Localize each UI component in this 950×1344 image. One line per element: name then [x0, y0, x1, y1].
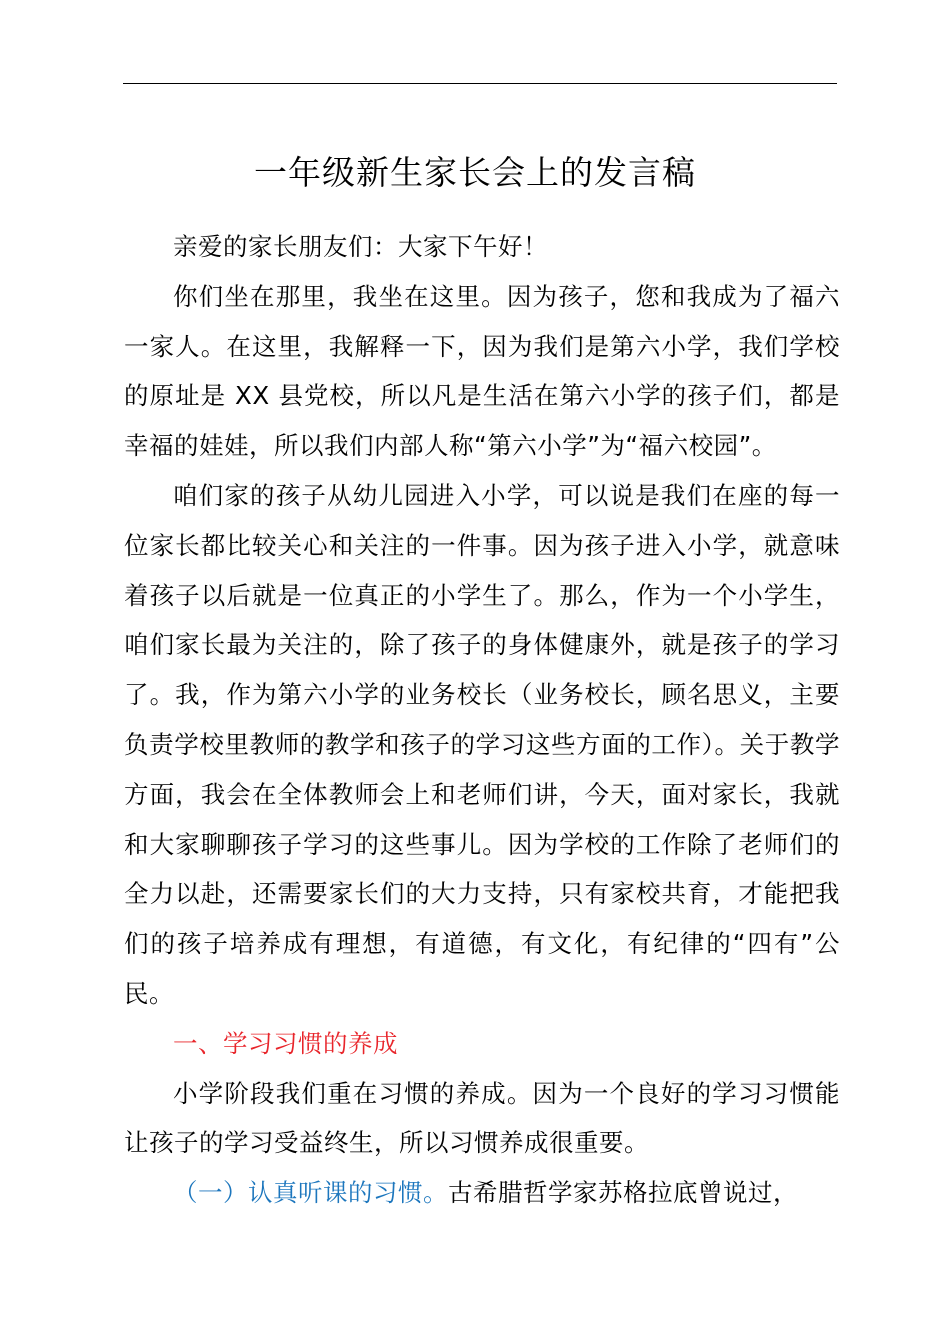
- header-rule: [123, 83, 837, 84]
- subsection-paragraph: [124, 1168, 840, 1218]
- subsection-heading: （一）认真听课的习惯。: [173, 1178, 448, 1208]
- section-heading: 一、学习习惯的养成: [173, 1028, 398, 1058]
- body-paragraph-2: 咱们家的孩子从幼儿园进入小学，可以说是我们在座的每一位家长都比较关心和关注的一件事。因为孩子进入小学，就意味着孩子以后就是一位真正的小学生了。那么，作为一个小学生，咱们家长最为关注的，除了孩子的身体健康外，就是孩子的学习了。我，作为第六小学的业务校长（业务校长，顾名思义，主要负责学校里教师的教学和孩子的学习这些方面的工作）。关于教学方面，我会在全体教师会上和老师们讲，今天，面对家长，我就和大家聊聊孩子学习的这些事儿。因为学校的工作除了老师们的全力以赴，还需要家长们的大力支持，只有家校共育，才能把我们的孩子培养成有理想，有道德，有文化，有纪律的“四有”公民。: [124, 480, 840, 1008]
- greeting-paragraph: 亲爱的家长朋友们：大家下午好！: [173, 232, 548, 261]
- section-paragraph: 小学阶段我们重在习惯的养成。因为一个良好的学习习惯能让孩子的学习受益终生，所以习惯养成很重要。: [124, 1078, 840, 1158]
- body-paragraph-1: 你们坐在那里，我坐在这里。因为孩子，您和我成为了福六一家人。在这里，我解释一下，因为我们是第六小学，我们学校的原址是 XX 县党校，所以凡是生活在第六小学的孩子们，都是幸福的娃娃，所以我们内部人称“第六小学”为“福六校园”。: [124, 281, 840, 461]
- document-title: 一年级新生家长会上的发言稿: [254, 153, 696, 192]
- subsection-text: 古希腊哲学家苏格拉底曾说过，: [448, 1178, 798, 1208]
- document-body: [124, 222, 840, 1218]
